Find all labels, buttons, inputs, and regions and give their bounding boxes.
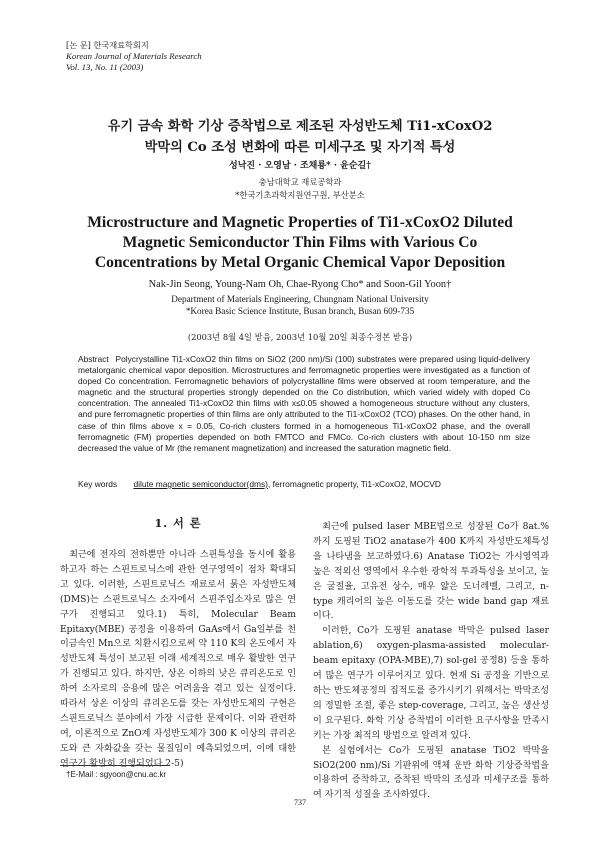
right-column [313, 520, 549, 803]
english-title-line2: Magnetic Semiconductor Thin Films with Various Co [122, 234, 478, 251]
english-title-line3: Concentrations by Metal Organic Chemical Vapor Deposition [94, 254, 506, 271]
keywords-rest: , ferromagnetic property, Ti1-xCoxO2, MOCVD [267, 479, 441, 489]
abstract-label: Abstract [78, 354, 109, 364]
keywords-label: Key words [78, 479, 118, 489]
korean-authors: 성낙진 · 오영남 · 조채룡* · 윤순길† [229, 161, 371, 171]
received-dates: (2003년 8월 4일 받음, 2003년 10월 20일 최종수정본 받음) [187, 332, 413, 342]
right-paragraph-1: 최근에 pulsed laser MBE법으로 성장된 Co가 8at.%까지 도핑된 TiO2 anatase가 400 K까지 자성반도체특성을 나타냄을 보고하였다.6) Anatase TiO2는 가시영역과 높은 적외선 영역에서 우수한 광학적 투과특성을 보이고, 높은 굴절율, 고유전 상수, 매우 얇은 도너레벨, 그리고, n-type 캐리어의 높은 이동도를 갖는 wide band gap 재료이다. [313, 522, 549, 622]
abstract [78, 354, 530, 454]
english-title-line1: Microstructure and Magnetic Properties of Ti1-xCoxO2 Diluted [87, 214, 513, 231]
korean-title-line2: 박막의 Co 조성 변화에 따른 미세구조 및 자기적 특성 [144, 140, 456, 155]
korean-affiliation-1: 충남대학교 재료공학과 [258, 177, 342, 187]
keyword-underlined: dilute magnetic semiconductor(dms) [133, 479, 268, 489]
korean-title [60, 116, 540, 158]
english-affiliation-1: Department of Materials Engineering, Chungnam National University [171, 294, 429, 304]
korean-affiliations [60, 176, 540, 202]
journal-korean-name: [논 문] 한국재료학회지 [66, 40, 149, 50]
journal-volume: Vol. 13, No. 11 (2003) [66, 62, 144, 72]
journal-english-name: Korean Journal of Materials Research [66, 51, 202, 61]
english-authors: Nak-Jin Seong, Young-Nam Oh, Chae-Ryong Cho* and Soon-Gil Yoon† [148, 279, 452, 290]
abstract-text: Polycrystalline Ti1-xCoxO2 thin films on SiO2 (200 nm)/Si (100) substrates were prepared using liquid-delivery metalorganic chemical vapor deposition. Microstructures and ferromagnetic properties were investigated as a function of doped Co concentration. Ferromagnetic behaviors of polycrystalline films were observed at room temperature, and the magnetic and the structural properties strongly depended on the Co distribution, which varied widely with doped Co concentration. The annealed Ti1-xCoxO2 thin films with x≤0.05 showed a homogeneous structure without any clusters, and pure ferromagnetic properties of thin films are only attributed to the Ti1-xCoxO2 (TCO) phases. On the other hand, in case of thin films above x = 0.05, Co-rich clusters formed in a homogeneous Ti1-xCoxO2 phase, and the overall ferromagnetic (FM) properties depended on both FMTCO and FMCo. Co-rich clusters with about 10-150 nm size decreased the value of Mr (the remanent magnetization) and increased the saturation magnetic field. [78, 354, 531, 453]
english-affiliations [40, 294, 560, 317]
korean-title-line1: 유기 금속 화학 기상 증착법으로 제조된 자성반도체 Ti1-xCoxO2 [107, 119, 493, 134]
journal-header [66, 40, 202, 73]
right-paragraph-3: 본 실험에서는 Co가 도핑된 anatase TiO2 박막을 SiO2(200 nm)/Si 기판위에 액체 운반 화학 기상증착법을 이용하여 증착하고, 증착된 박막의 조성과 미세구조를 통하여 자기적 성질을 조사하였다. [313, 745, 549, 801]
right-paragraph-2: 이러한, Co가 도핑된 anatase 박막은 pulsed laser ablation,6) oxygen-plasma-assisted molecular-beam epitaxy (OPA-MBE),7) sol-gel 공정8) 등을 통하여 많은 연구가 이루어지고 있다. 현재 Si 공정을 기반으로 하는 반도체공정의 집적도를 증가시키기 위해서는 박막조성의 정밀한 조절, 좋은 step-coverage, 그리고, 높은 생산성이 요구된다. 화학 기상 증착법이 이러한 요구사항을 만족시키는 가장 최적의 방법으로 알려져 있다. [313, 626, 549, 741]
keywords [78, 479, 530, 489]
footnote-divider [60, 765, 170, 766]
page-number: 737 [294, 798, 306, 807]
english-affiliation-2: *Korea Basic Science Institute, Busan branch, Busan 609-735 [185, 305, 415, 316]
korean-affiliation-2: *한국기초과학지원연구원, 부산분소 [235, 190, 365, 200]
left-column [60, 548, 296, 772]
section-heading-introduction: 1. 서 론 [154, 516, 202, 530]
english-title [40, 213, 560, 273]
left-paragraph-1: 최근에 전자의 전하뿐만 아니라 스핀특성을 동시에 활용하고자 하는 스핀트로닉스에 관한 연구영역이 점차 확대되고 있다. 이러한, 스핀트로닉스 재료로서 묽은 자성반도체(DMS)는 스핀트로닉스 소자에서 스핀주입소자로 많은 연구가 진행되고 있다.1) 특히, Molecular Beam Epitaxy(MBE) 공정을 이용하여 GaAs에서 Ga일부를 천이금속인 Mn으로 치환시킴으로써 약 110 K의 온도에서 자성반도체 특성이 보고된 이래 세계적으로 매우 활발한 연구가 진행되고 있다. 하지만, 상온 이하의 낮은 큐리온도로 인하여 소자로의 응용에 많은 어려움을 겪고 있는 실정이다. 따라서 상온 이상의 큐리온도를 갖는 자성반도체의 구현은 스핀트로닉스 분야에서 가장 시급한 문제이다. 이와 관련하여, 이론적으로 ZnO계 자성반도체가 300 K 이상의 큐리온도와 큰 자화값을 갖는 물질임이 예측되었으며, 이에 대한 연구가 활발히 진행되었다.2-5) [60, 550, 296, 769]
footnote-email: †E-Mail : sgyoon@cnu.ac.kr [66, 770, 167, 779]
